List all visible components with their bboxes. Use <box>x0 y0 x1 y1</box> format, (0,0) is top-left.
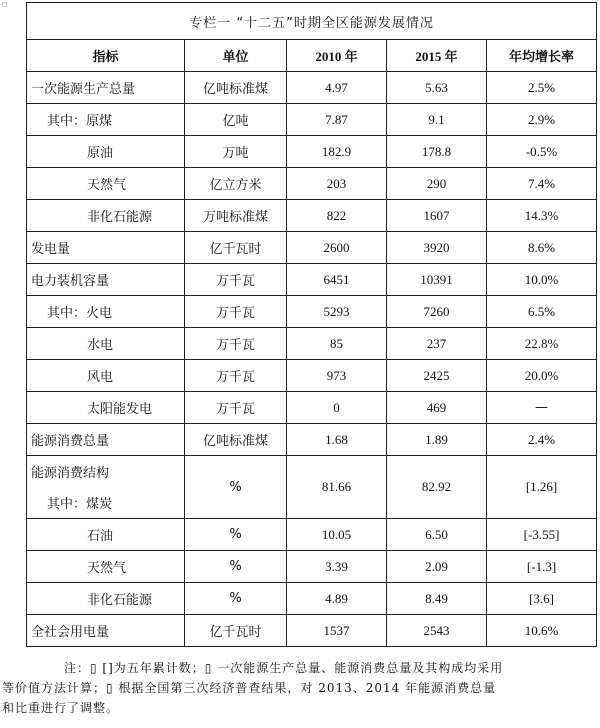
unit-cell: % <box>185 519 287 551</box>
footnote-line: 等价值方法计算；▯ 根据全国第三次经济普查结果，对 2013、2014 年能源消费总量 <box>2 681 497 695</box>
table-row <box>27 424 597 456</box>
growth-cell: [-3.55] <box>487 519 597 551</box>
header-2015: 2015 年 <box>387 40 487 72</box>
indicator-cell: 一次能源生产总量 <box>27 72 185 104</box>
table-row <box>27 232 597 264</box>
value-2010-cell: 1.68 <box>287 424 387 456</box>
title-row <box>27 3 597 40</box>
table-footnote <box>2 658 598 718</box>
value-2010-cell: 4.97 <box>287 72 387 104</box>
indicator-cell: 其中：火电 <box>27 296 185 328</box>
value-2015-cell: 10391 <box>387 264 487 296</box>
growth-cell: 2.5% <box>487 72 597 104</box>
unit-cell: 万吨标准煤 <box>185 200 287 232</box>
unit-cell: 亿千瓦时 <box>185 615 287 647</box>
unit-cell: 亿吨标准煤 <box>185 72 287 104</box>
growth-cell: 2.4% <box>487 424 597 456</box>
indicator-cell: 石油 <box>27 519 185 551</box>
table-row <box>27 392 597 424</box>
header-growth: 年均增长率 <box>487 40 597 72</box>
value-2015-cell: 8.49 <box>387 583 487 615</box>
indicator-cell: 水电 <box>27 328 185 360</box>
indicator-cell: 能源消费总量 <box>27 424 185 456</box>
value-2015-cell: 5.63 <box>387 72 487 104</box>
indicator-cell: 非化石能源 <box>27 583 185 615</box>
growth-cell: — <box>487 392 597 424</box>
value-2010-cell: 822 <box>287 200 387 232</box>
value-2010-cell: 7.87 <box>287 104 387 136</box>
value-2010-cell: 1537 <box>287 615 387 647</box>
value-2015-cell: 9.1 <box>387 104 487 136</box>
indicator-sub-label: 其中：煤炭 <box>47 497 113 512</box>
indicator-cell: 其中：原煤 <box>27 104 185 136</box>
footnote-line: 和比重进行了调整。 <box>2 701 120 715</box>
table-row <box>27 264 597 296</box>
table-row <box>27 200 597 232</box>
table-row <box>27 519 597 551</box>
indicator-cell: 天然气 <box>27 168 185 200</box>
growth-cell: 22.8% <box>487 328 597 360</box>
unit-cell: 万千瓦 <box>185 360 287 392</box>
indicator-cell: 电力装机容量 <box>27 264 185 296</box>
value-2010-cell: 5293 <box>287 296 387 328</box>
value-2015-cell: 82.92 <box>387 456 487 519</box>
value-2015-cell: 1.89 <box>387 424 487 456</box>
growth-cell: 2.9% <box>487 104 597 136</box>
indicator-cell: 天然气 <box>27 551 185 583</box>
table-row <box>27 104 597 136</box>
table-row <box>27 136 597 168</box>
value-2015-cell: 2425 <box>387 360 487 392</box>
value-2015-cell: 178.8 <box>387 136 487 168</box>
header-row <box>27 40 597 72</box>
table-row <box>27 72 597 104</box>
indicator-cell: 风电 <box>27 360 185 392</box>
table-row <box>27 583 597 615</box>
value-2015-cell: 6.50 <box>387 519 487 551</box>
value-2015-cell: 469 <box>387 392 487 424</box>
value-2010-cell: 6451 <box>287 264 387 296</box>
growth-cell: [-1.3] <box>487 551 597 583</box>
value-2010-cell: 973 <box>287 360 387 392</box>
value-2015-cell: 7260 <box>387 296 487 328</box>
unit-cell: 亿立方米 <box>185 168 287 200</box>
growth-cell: 6.5% <box>487 296 597 328</box>
header-indicator: 指标 <box>27 40 185 72</box>
value-2010-cell: 85 <box>287 328 387 360</box>
value-2010-cell: 2600 <box>287 232 387 264</box>
corner-mark: ◻ <box>2 0 8 8</box>
growth-cell: 14.3% <box>487 200 597 232</box>
indicator-label: 能源消费结构 <box>31 466 110 481</box>
unit-cell: 亿吨 <box>185 104 287 136</box>
indicator-cell: 太阳能发电 <box>27 392 185 424</box>
indicator-cell: 非化石能源 <box>27 200 185 232</box>
value-2010-cell: 182.9 <box>287 136 387 168</box>
value-2010-cell: 4.89 <box>287 583 387 615</box>
unit-cell: % <box>185 456 287 519</box>
indicator-cell: 发电量 <box>27 232 185 264</box>
growth-cell: 10.6% <box>487 615 597 647</box>
growth-cell: [3.6] <box>487 583 597 615</box>
unit-cell: 亿吨标准煤 <box>185 424 287 456</box>
value-2015-cell: 290 <box>387 168 487 200</box>
unit-cell: % <box>185 551 287 583</box>
table-row <box>27 168 597 200</box>
unit-cell: 万千瓦 <box>185 328 287 360</box>
growth-cell: 8.6% <box>487 232 597 264</box>
value-2015-cell: 3920 <box>387 232 487 264</box>
unit-cell: 万千瓦 <box>185 296 287 328</box>
unit-cell: 万千瓦 <box>185 264 287 296</box>
table-row <box>27 328 597 360</box>
header-unit: 单位 <box>185 40 287 72</box>
value-2010-cell: 81.66 <box>287 456 387 519</box>
value-2010-cell: 3.39 <box>287 551 387 583</box>
value-2015-cell: 2543 <box>387 615 487 647</box>
value-2010-cell: 10.05 <box>287 519 387 551</box>
indicator-cell: 全社会用电量 <box>27 615 185 647</box>
growth-cell: 7.4% <box>487 168 597 200</box>
value-2010-cell: 203 <box>287 168 387 200</box>
table-row <box>27 456 597 519</box>
growth-cell: -0.5% <box>487 136 597 168</box>
table-row <box>27 296 597 328</box>
footnote-line: 注：▯ []为五年累计数；▯ 一次能源生产总量、能源消费总量及其构成均采用 <box>64 661 504 675</box>
energy-table <box>26 2 597 647</box>
growth-cell: [1.26] <box>487 456 597 519</box>
unit-cell: 万吨 <box>185 136 287 168</box>
table-row <box>27 551 597 583</box>
header-2010: 2010 年 <box>287 40 387 72</box>
table-row <box>27 360 597 392</box>
table-title: 专栏一 “十二五”时期全区能源发展情况 <box>27 3 597 40</box>
value-2010-cell: 0 <box>287 392 387 424</box>
unit-cell: 万千瓦 <box>185 392 287 424</box>
growth-cell: 20.0% <box>487 360 597 392</box>
indicator-cell <box>27 456 185 519</box>
indicator-cell: 原油 <box>27 136 185 168</box>
growth-cell: 10.0% <box>487 264 597 296</box>
value-2015-cell: 2.09 <box>387 551 487 583</box>
unit-cell: 亿千瓦时 <box>185 232 287 264</box>
value-2015-cell: 1607 <box>387 200 487 232</box>
value-2015-cell: 237 <box>387 328 487 360</box>
table-row <box>27 615 597 647</box>
unit-cell: % <box>185 583 287 615</box>
